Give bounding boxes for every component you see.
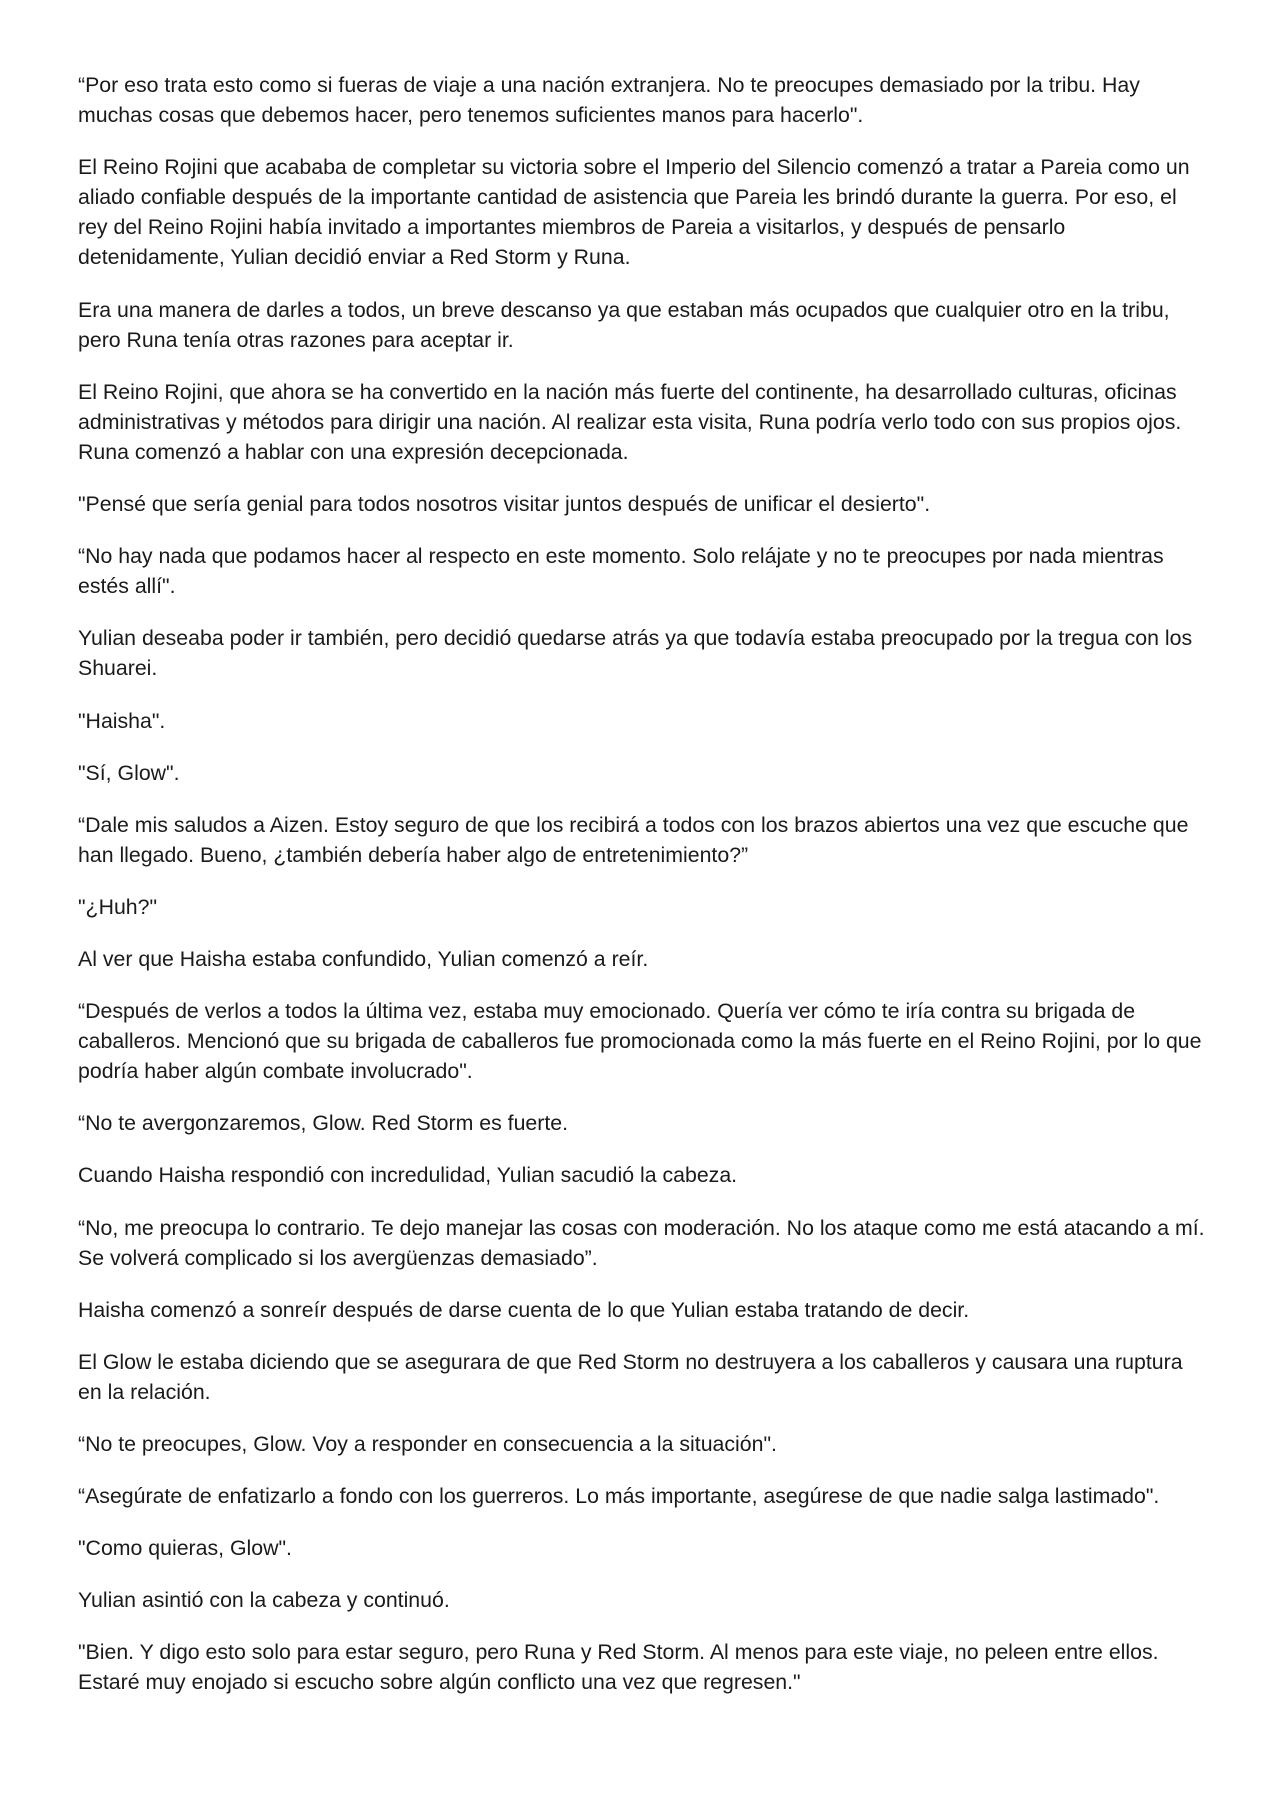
paragraph-12: Al ver que Haisha estaba confundido, Yulian comenzó a reír.	[78, 946, 649, 971]
paragraph-11: "¿Huh?"	[78, 894, 158, 919]
paragraph-22: Yulian asintió con la cabeza y continuó.	[78, 1588, 450, 1613]
paragraph-9: "Sí, Glow".	[78, 760, 180, 785]
paragraph-16: “No, me preocupa lo contrario. Te dejo manejar las cosas con moderación. No los ataque como me está atacando a mí. Se volverá complicado si los avergüenzas demasiado”.	[78, 1215, 1205, 1270]
paragraph-17: Haisha comenzó a sonreír después de darse cuenta de lo que Yulian estaba tratando de decir.	[78, 1297, 970, 1322]
paragraph-19: “No te preocupes, Glow. Voy a responder en consecuencia a la situación".	[78, 1432, 777, 1456]
paragraph-13: “Después de verlos a todos la última vez, estaba muy emocionado. Quería ver cómo te iría contra su brigada de caballeros. Mencionó que su brigada de caballeros fue promocionada como la más fuerte en el Reino Rojini, por lo que podría haber algún combate involucrado".	[78, 999, 1202, 1084]
paragraph-4: El Reino Rojini, que ahora se ha convertido en la nación más fuerte del continente, ha desarrollado culturas, oficinas administrativas y métodos para dirigir una nación. Al realizar esta visita, Runa podría verlo todo con sus propios ojos. Runa comenzó a hablar con una expresión decepcionada.	[78, 379, 1182, 464]
document-body	[78, 70, 1210, 1698]
paragraph-10: “Dale mis saludos a Aizen. Estoy seguro de que los recibirá a todos con los brazos abiertos una vez que escuche que han llegado. Bueno, ¿también debería haber algo de entretenimiento?”	[78, 812, 1189, 867]
paragraph-21: "Como quieras, Glow".	[78, 1536, 292, 1561]
paragraph-1: “Por eso trata esto como si fueras de viaje a una nación extranjera. No te preocupes demasiado por la tribu. Hay muchas cosas que debemos hacer, pero tenemos suficientes manos para hacerlo".	[78, 73, 1140, 128]
paragraph-5: "Pensé que sería genial para todos nosotros visitar juntos después de unificar el desierto".	[78, 492, 931, 517]
paragraph-15: Cuando Haisha respondió con incredulidad, Yulian sacudió la cabeza.	[78, 1163, 738, 1188]
paragraph-3: Era una manera de darles a todos, un breve descanso ya que estaban más ocupados que cualquier otro en la tribu, pero Runa tenía otras razones para aceptar ir.	[78, 297, 1170, 352]
paragraph-7: Yulian deseaba poder ir también, pero decidió quedarse atrás ya que todavía estaba preocupado por la tregua con los Shuarei.	[78, 626, 1193, 681]
paragraph-14: “No te avergonzaremos, Glow. Red Storm es fuerte.	[78, 1111, 569, 1136]
paragraph-2: El Reino Rojini que acababa de completar su victoria sobre el Imperio del Silencio comenzó a tratar a Pareia como un aliado confiable después de la importante cantidad de asistencia que Pareia les brindó durante la guerra. Por eso, el rey del Reino Rojini había invitado a importantes miembros de Pareia a visitarlos, y después de pensarlo detenidamente, Yulian decidió enviar a Red Storm y Runa.	[78, 155, 1190, 270]
paragraph-23: "Bien. Y digo esto solo para estar seguro, pero Runa y Red Storm. Al menos para este viaje, no peleen entre ellos. Estaré muy enojado si escucho sobre algún conflicto una vez que regresen."	[78, 1640, 1159, 1695]
paragraph-18: El Glow le estaba diciendo que se asegurara de que Red Storm no destruyera a los caballeros y causara una ruptura en la relación.	[78, 1349, 1183, 1404]
paragraph-6: “No hay nada que podamos hacer al respecto en este momento. Solo relájate y no te preocupes por nada mientras estés allí".	[78, 544, 1164, 599]
paragraph-8: "Haisha".	[78, 708, 166, 733]
paragraph-20: “Asegúrate de enfatizarlo a fondo con los guerreros. Lo más importante, asegúrese de que nadie salga lastimado".	[78, 1484, 1160, 1509]
